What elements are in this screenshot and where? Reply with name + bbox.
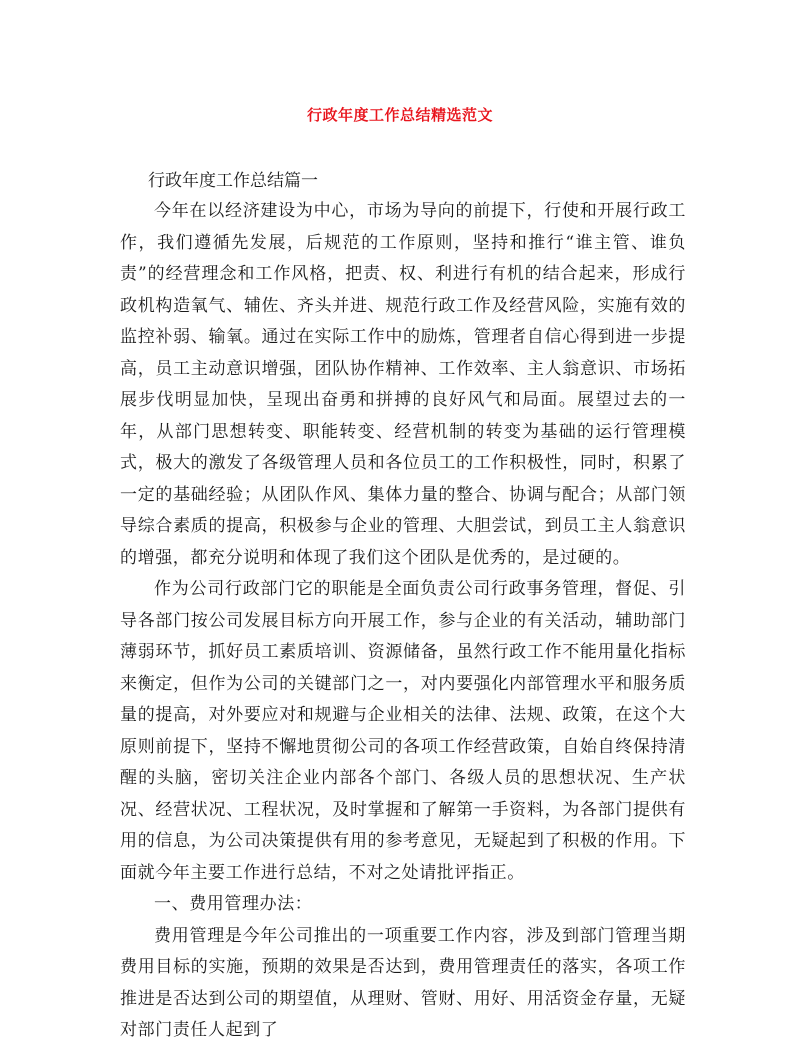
paragraph-expense: 费用管理是今年公司推出的一项重要工作内容，涉及到部门管理当期费用目标的实施，预期的效果是否达到，费用管理责任的落实，各项工作推进是否达到公司的期望值，从理财、管财、用好、用活资金存量，无疑对部门责任人起到了 bbox=[120, 925, 686, 1040]
section-title: 行政年度工作总结篇一 bbox=[148, 171, 318, 191]
document-title: 行政年度工作总结精选范文 bbox=[306, 106, 493, 124]
paragraph-intro: 今年在以经济建设为中心，市场为导向的前提下，行使和开展行政工作，我们遵循先发展，后规范的工作原则，坚持和推行“谁主管、谁负责”的经营理念和工作风格，把责、权、利进行有机的结合起来，形成行政机构造氧气、辅佐、齐头并进、规范行政工作及经营风险，实施有效的监控补弱、输氧。通过在实际工作中的励炼，管理者自信心得到进一步提高，员工主动意识增强，团队协作精神、工作效率、主人翁意识、市场拓展步伐明显加快，呈现出奋勇和拼搏的良好风气和局面。展望过去的一年，从部门思想转变、职能转变、经营机制的转变为基础的运行管理模式，极大的激发了各级管理人员和各位员工的工作积极性，同时，积累了一定的基础经验；从团队作风、集体力量的整合、协调与配合；从部门领导综合素质的提高，积极参与企业的管理、大胆尝试，到员工主人翁意识的增强，都充分说明和体现了我们这个团队是优秀的，是过硬的。 bbox=[120, 201, 686, 568]
document-body bbox=[120, 196, 686, 1047]
section-heading-expense: 一、费用管理办法： bbox=[154, 894, 313, 914]
paragraph-department-role: 作为公司行政部门它的职能是全面负责公司行政事务管理，督促、引导各部门按公司发展目标方向开展工作，参与企业的有关活动，辅助部门薄弱环节，抓好员工素质培训、资源储备，虽然行政工作不能用量化指标来衡定，但作为公司的关键部门之一，对内要强化内部管理水平和服务质量的提高，对外要应对和规避与企业相关的法律、法规、政策，在这个大原则前提下，坚持不懈地贯彻公司的各项工作经营政策，自始自终保持清醒的头脑，密切关注企业内部各个部门、各级人员的思想状况、生产状况、经营状况、工程状况，及时掌握和了解第一手资料，为各部门提供有用的信息，为公司决策提供有用的参考意见，无疑起到了积极的作用。下面就今年主要工作进行总结，不对之处请批评指正。 bbox=[120, 579, 686, 883]
